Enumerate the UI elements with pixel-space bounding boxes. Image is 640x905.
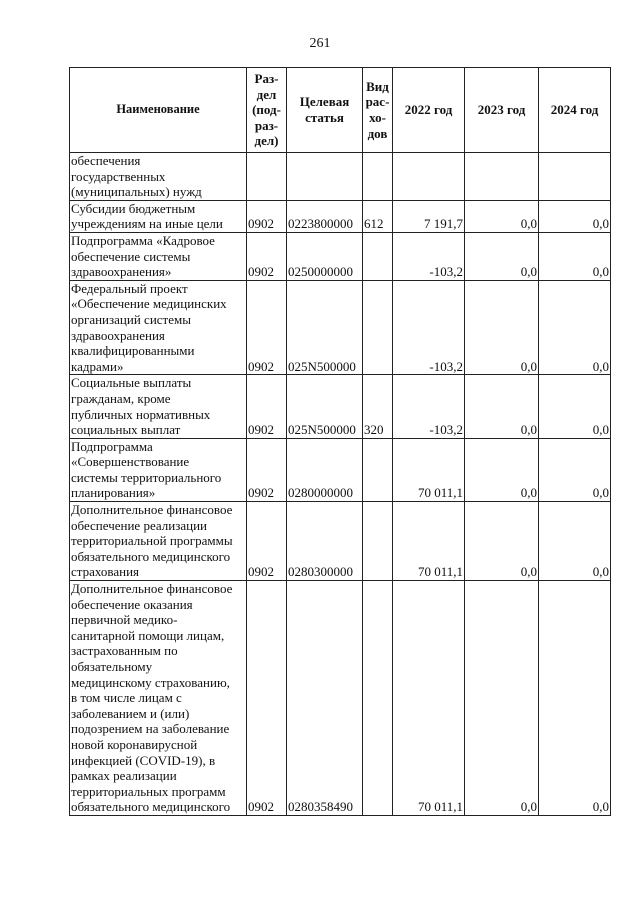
cell-target: 0280358490 — [287, 581, 363, 816]
cell-name: Подпрограмма «Совершенствование системы территориального планирования» — [70, 438, 247, 501]
cell-target: 0250000000 — [287, 232, 363, 280]
cell-target: 0223800000 — [287, 200, 363, 232]
table-row — [70, 153, 611, 201]
cell-2024: 0,0 — [539, 200, 611, 232]
cell-target: 025N500000 — [287, 280, 363, 375]
header-row — [70, 68, 611, 153]
cell-2024: 0,0 — [539, 375, 611, 438]
header-2022: 2022 год — [393, 68, 465, 153]
cell-section: 0902 — [247, 375, 287, 438]
cell-2022: 70 011,1 — [393, 581, 465, 816]
cell-2023: 0,0 — [465, 200, 539, 232]
cell-expense-type — [363, 438, 393, 501]
cell-2024: 0,0 — [539, 581, 611, 816]
cell-target — [287, 153, 363, 201]
table-row — [70, 502, 611, 581]
cell-target: 025N500000 — [287, 375, 363, 438]
cell-2022: -103,2 — [393, 280, 465, 375]
cell-section: 0902 — [247, 280, 287, 375]
cell-name: Субсидии бюджетным учреждениям на иные цели — [70, 200, 247, 232]
header-expense-type: Вид рас- хо- дов — [363, 68, 393, 153]
cell-2024: 0,0 — [539, 280, 611, 375]
cell-2022: 70 011,1 — [393, 438, 465, 501]
page-number: 261 — [309, 36, 331, 51]
cell-name: Федеральный проект «Обеспечение медицинских организаций системы здравоохранения квалифицированными кадрами» — [70, 280, 247, 375]
cell-expense-type: 320 — [363, 375, 393, 438]
table-body — [70, 153, 611, 816]
cell-2024: 0,0 — [539, 232, 611, 280]
cell-2022 — [393, 153, 465, 201]
table-row — [70, 375, 611, 438]
cell-2024: 0,0 — [539, 502, 611, 581]
cell-name: Социальные выплаты гражданам, кроме публичных нормативных социальных выплат — [70, 375, 247, 438]
cell-2023: 0,0 — [465, 375, 539, 438]
cell-section — [247, 153, 287, 201]
cell-section: 0902 — [247, 232, 287, 280]
cell-name: Дополнительное финансовое обеспечение оказания первичной медико- санитарной помощи лицам, застрахованным по обязательному медицинскому страхованию, в том числе лицам с заболеванием и (или) подозрением на заболевание новой коронавирусной инфекцией (COVID-19), в рамках реализации территориальных программ обязательного медицинского — [70, 581, 247, 816]
cell-expense-type — [363, 232, 393, 280]
table-row — [70, 200, 611, 232]
cell-2023: 0,0 — [465, 502, 539, 581]
cell-expense-type — [363, 581, 393, 816]
cell-2023: 0,0 — [465, 232, 539, 280]
cell-section: 0902 — [247, 438, 287, 501]
cell-2022: 70 011,1 — [393, 502, 465, 581]
cell-2024: 0,0 — [539, 438, 611, 501]
cell-2024 — [539, 153, 611, 201]
cell-expense-type — [363, 502, 393, 581]
cell-2022: 7 191,7 — [393, 200, 465, 232]
cell-expense-type: 612 — [363, 200, 393, 232]
cell-name: Дополнительное финансовое обеспечение реализации территориальной программы обязательного медицинского страхования — [70, 502, 247, 581]
budget-table — [69, 67, 611, 816]
cell-2023: 0,0 — [465, 280, 539, 375]
cell-name: Подпрограмма «Кадровое обеспечение системы здравоохранения» — [70, 232, 247, 280]
header-2023: 2023 год — [465, 68, 539, 153]
header-2024: 2024 год — [539, 68, 611, 153]
cell-section: 0902 — [247, 581, 287, 816]
table-row — [70, 581, 611, 816]
cell-expense-type — [363, 153, 393, 201]
cell-expense-type — [363, 280, 393, 375]
table-row — [70, 232, 611, 280]
cell-section: 0902 — [247, 200, 287, 232]
cell-2023: 0,0 — [465, 581, 539, 816]
cell-2022: -103,2 — [393, 232, 465, 280]
header-name: Наименование — [70, 68, 247, 153]
table-row — [70, 438, 611, 501]
cell-name: обеспечения государственных (муниципальных) нужд — [70, 153, 247, 201]
cell-target: 0280300000 — [287, 502, 363, 581]
header-section: Раз- дел (под- раз- дел) — [247, 68, 287, 153]
cell-target: 0280000000 — [287, 438, 363, 501]
cell-2022: -103,2 — [393, 375, 465, 438]
table-row — [70, 280, 611, 375]
cell-section: 0902 — [247, 502, 287, 581]
cell-2023 — [465, 153, 539, 201]
cell-2023: 0,0 — [465, 438, 539, 501]
header-target: Целевая статья — [287, 68, 363, 153]
